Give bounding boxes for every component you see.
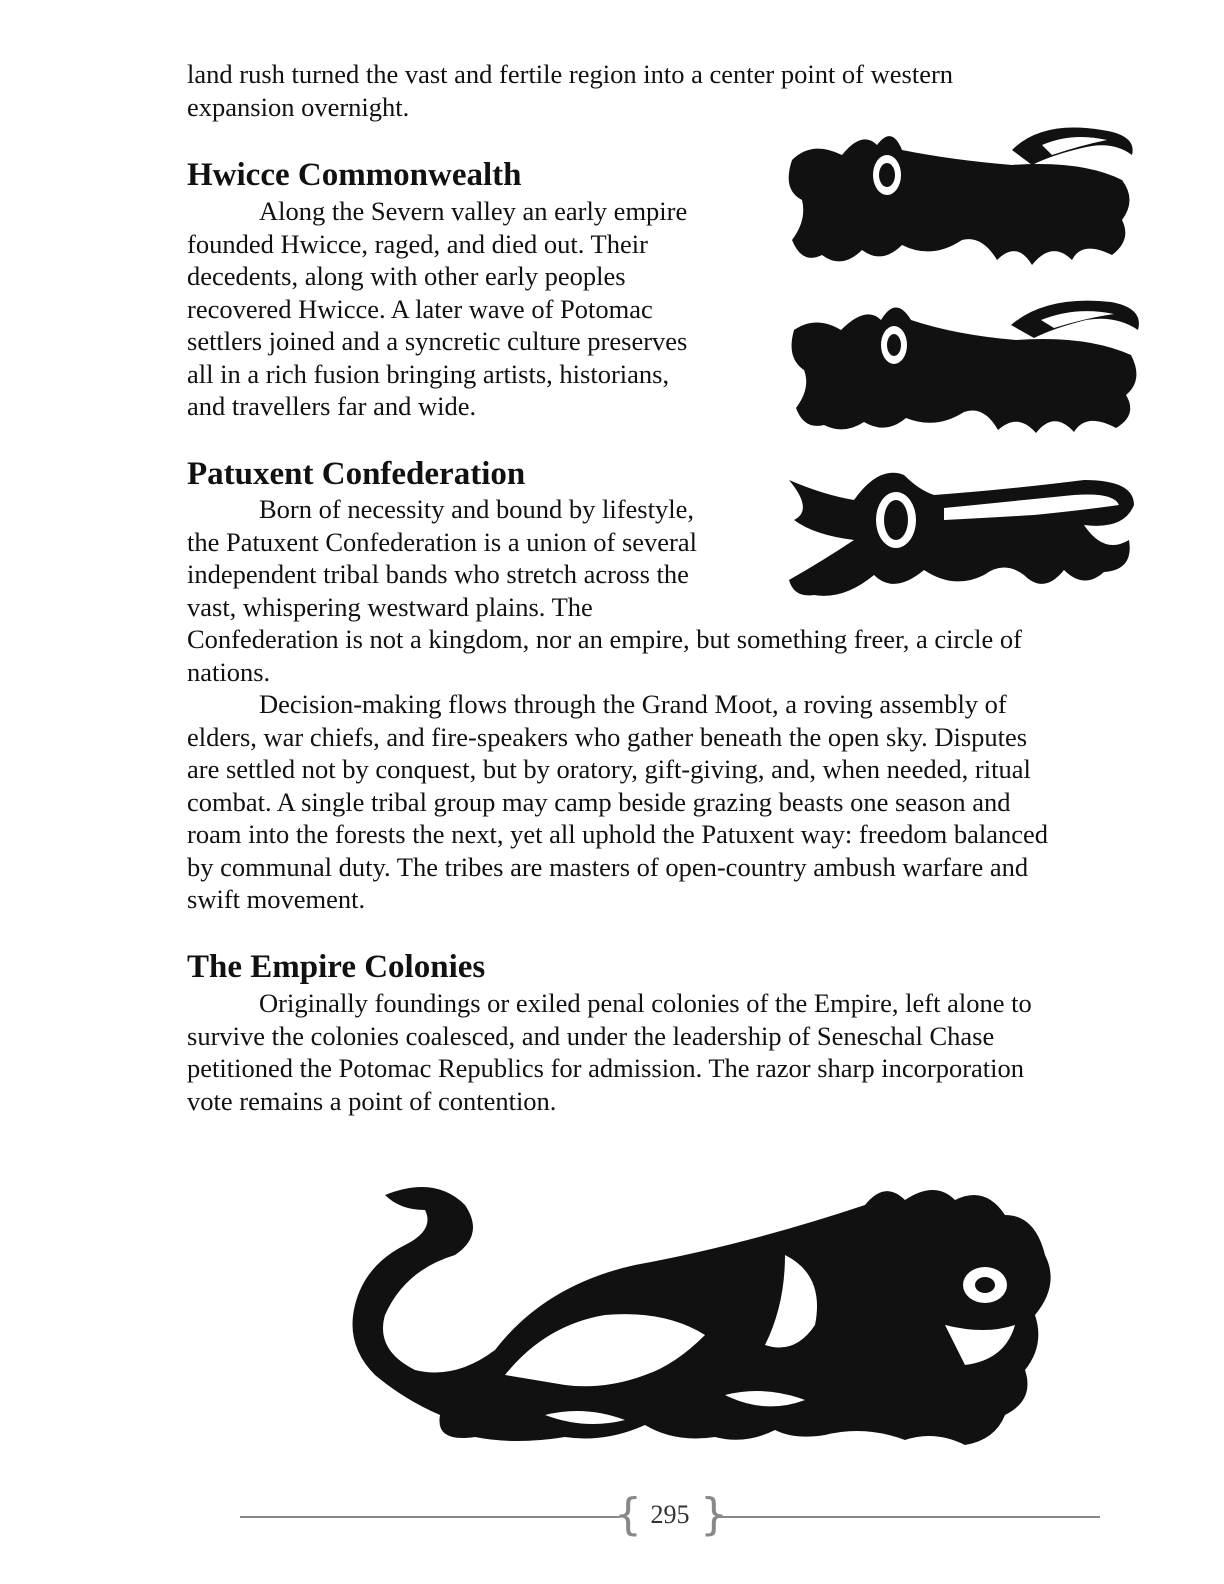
- text-line: Along the Severn valley an early empire: [259, 196, 688, 226]
- heraldic-lion-passant-1: [782, 120, 1142, 270]
- text-line: elders, war chiefs, and fire-speakers who gather beneath the open sky. Disputes: [187, 721, 1028, 752]
- text-line: roam into the forests the next, yet all uphold the Patuxent way: freedom balanced: [187, 819, 1048, 849]
- section-heading-patuxent: Patuxent Confederation: [187, 456, 526, 492]
- footer-rule-left: [240, 1516, 620, 1518]
- heraldic-lion-large: [345, 1175, 1065, 1450]
- empire-paragraph: [187, 987, 1032, 1117]
- text-line: independent tribal bands who stretch across the: [187, 559, 689, 589]
- text-line: all in a rich fusion bringing artists, historians,: [187, 358, 670, 389]
- text-line: combat. A single tribal group may camp beside grazing beasts one season and: [187, 786, 1011, 817]
- intro-paragraph: [187, 58, 953, 123]
- text-line: founded Hwicce, raged, and died out. Their: [187, 228, 648, 259]
- text-line: survive the colonies coalesced, and under the leadership of Seneschal Chase: [187, 1020, 995, 1051]
- text-line: settlers joined and a syncretic culture preserves: [187, 326, 688, 356]
- text-line: by communal duty. The tribes are masters of open-country ambush warfare and: [187, 851, 1029, 882]
- heraldic-lion-passant-2: [786, 290, 1146, 435]
- text-line: Confederation is not a kingdom, nor an empire, but something freer, a circle of: [187, 624, 1022, 654]
- text-line: decedents, along with other early peoples: [187, 261, 626, 291]
- footer-rule-right: [716, 1516, 1100, 1518]
- intro-line: expansion overnight.: [187, 91, 410, 122]
- heraldic-lion-passant-3: [784, 460, 1140, 602]
- text-line: petitioned the Potomac Republics for admission. The razor sharp incorporation: [187, 1053, 1025, 1083]
- page-number: 295: [650, 1500, 690, 1529]
- section-heading-empire: The Empire Colonies: [187, 949, 486, 985]
- text-line: swift movement.: [187, 884, 366, 914]
- text-line: are settled not by conquest, but by oratory, gift-giving, and, when needed, ritual: [187, 754, 1031, 784]
- text-line: nations.: [187, 656, 271, 687]
- section-heading-hwicce: Hwicce Commonwealth: [187, 157, 522, 193]
- text-line: vote remains a point of contention.: [187, 1085, 557, 1116]
- text-line: Born of necessity and bound by lifestyle,: [259, 494, 694, 524]
- text-line: Decision-making flows through the Grand Moot, a roving assembly of: [259, 689, 1007, 719]
- hwicce-paragraph: [187, 195, 687, 423]
- footer-brace-left: {: [614, 1489, 642, 1540]
- text-line: vast, whispering westward plains. The: [187, 591, 593, 622]
- text-line: the Patuxent Confederation is a union of several: [187, 526, 697, 557]
- intro-line: land rush turned the vast and fertile region into a center point of western: [187, 59, 954, 89]
- text-line: Originally foundings or exiled penal colonies of the Empire, left alone to: [259, 988, 1032, 1018]
- text-line: recovered Hwicce. A later wave of Potomac: [187, 293, 653, 324]
- footer-brace-right: }: [700, 1489, 728, 1540]
- text-line: and travellers far and wide.: [187, 391, 477, 421]
